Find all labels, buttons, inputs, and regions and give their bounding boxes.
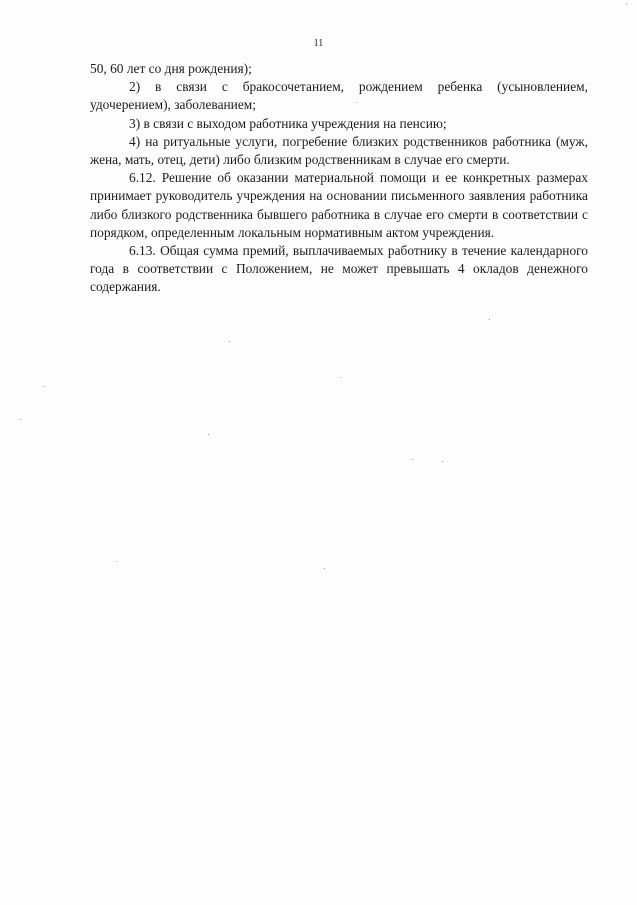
paragraph-item-2: 2) в связи с бракосочетанием, рождением ребенка (усыновлением, удочерением), заболеванием; (90, 79, 588, 113)
paragraph-item-4: 4) на ритуальные услуги, погребение близких родственников работника (муж, жена, мать, отец, дети) либо близким родственникам в случае его смерти. (90, 133, 588, 168)
paragraph-6-13: 6.13. Общая сумма премий, выплачиваемых работнику в течение календарного года в соответствии с Положением, не может превышать 4 окладов денежного содержания. (90, 243, 588, 295)
scan-speck (442, 461, 443, 462)
paragraph-item-3: 3) в связи с выходом работника учреждения на пенсию; (129, 115, 447, 131)
scan-speck (489, 319, 490, 320)
scan-speck (43, 386, 44, 387)
page-number: 11 (313, 38, 324, 49)
scan-speck (229, 341, 230, 342)
paragraph-6-12: 6.12. Решение об оказании материальной помощи и ее конкретных размерах принимает руководитель учреждения на основании письменного заявления работника либо близкого родственника бывшего работника в случае его смерти в соответствии с порядком, определенным локальным нормативным актом учреждения. (90, 170, 588, 240)
paragraph-continuation: 50, 60 лет со дня рождения); (90, 61, 252, 76)
scan-speck (116, 561, 117, 562)
scan-speck (356, 102, 357, 103)
scan-speck (20, 419, 21, 420)
document-body (90, 60, 588, 297)
scan-speck (324, 568, 325, 569)
scan-speck (626, 4, 627, 5)
scan-speck (340, 377, 341, 378)
scan-speck (208, 434, 209, 435)
scan-speck (412, 459, 413, 460)
